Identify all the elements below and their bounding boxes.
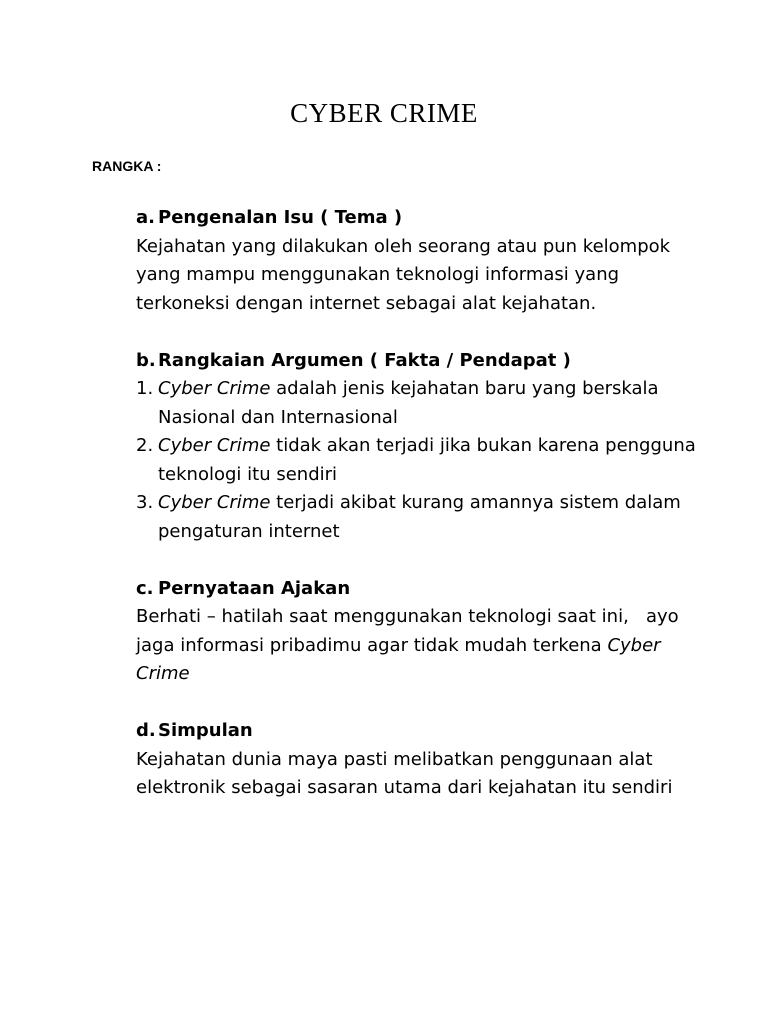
section-b [136,347,696,547]
argument-emphasis: Cyber Crime [158,435,271,456]
argument-number: 2. [136,435,154,456]
section-d-body: Kejahatan dunia maya pasti melibatkan penggunaan alat elektronik sebagai sasaran utama dari kejahatan itu sendiri [136,748,673,798]
section-c-heading [136,575,696,604]
argument-text [158,375,696,432]
argument-item [136,489,696,546]
argument-rest: terjadi akibat kurang amannya sistem dalam pengaturan internet [158,492,681,542]
rangka-label: RANGKA : [92,158,162,174]
section-c-body-text: Berhati – hatilah saat menggunakan teknologi saat ini, ayo jaga informasi pribadimu agar tidak mudah terkena [136,606,679,656]
section-a [136,204,696,318]
argument-emphasis: Cyber Crime [158,378,271,399]
section-d-heading-text: Simpulan [158,720,253,741]
section-d [136,717,696,803]
section-b-heading-text: Rangkaian Argumen ( Fakta / Pendapat ) [158,349,571,371]
section-c-body-emphasis: Cyber Crime [136,634,661,684]
argument-number: 1. [136,378,154,399]
argument-item [136,375,696,432]
section-a-letter: a. [136,207,155,228]
section-a-heading-text: Pengenalan Isu ( Tema ) [158,207,403,228]
document-title: CYBER CRIME [290,98,478,128]
argument-text [158,432,696,489]
section-d-heading [136,717,696,746]
argument-list [136,375,696,546]
section-c-heading-text: Pernyataan Ajakan [158,577,351,599]
section-b-heading [136,347,696,376]
section-a-heading [136,204,696,233]
argument-emphasis: Cyber Crime [158,492,271,513]
argument-text [158,489,696,546]
section-c-body [136,603,696,689]
argument-number: 3. [136,492,154,513]
section-a-body: Kejahatan yang dilakukan oleh seorang atau pun kelompok yang mampu menggunakan teknologi informasi yang terkoneksi dengan internet sebagai alat kejahatan. [136,235,671,314]
argument-rest: tidak akan terjadi jika bukan karena pengguna teknologi itu sendiri [158,435,696,485]
section-d-letter: d. [136,720,156,741]
argument-rest: adalah jenis kejahatan baru yang berskala Nasional dan Internasional [158,378,659,428]
outline-content [136,204,696,831]
argument-item [136,432,696,489]
section-c [136,575,696,689]
section-b-letter: b. [136,349,156,371]
section-c-letter: c. [136,577,154,599]
